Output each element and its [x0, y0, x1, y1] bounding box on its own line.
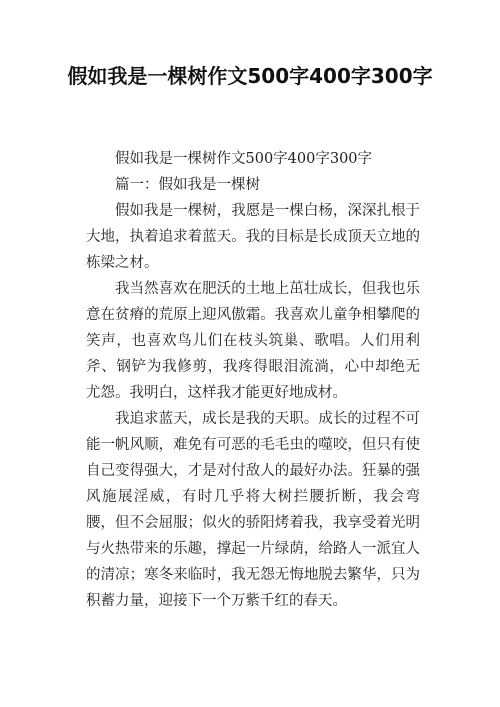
paragraph-3: 我追求蓝天，成长是我的天职。成长的过程不可能一帆风顺，难免有可恶的毛毛虫的噬咬，但只有使自己变得强大，才是对付敌人的最好办法。狂暴的强风施展淫威，有时几乎将大树拦腰折断，我会弯 腰，但不会屈服；似火的骄阳烤着我，我享受着光明与火热带来的乐趣，撑起一片绿荫，给路人一派宜人的清凉；寒冬来临时，我无怨无悔地脱去繁华，只为积蓄力量，迎接下一个万紫千红的春天。 [86, 411, 435, 609]
document-title: 假如我是一棵树作文500字400字300字 [67, 64, 433, 88]
paragraph-2: 我当然喜欢在肥沃的土地上茁壮成长，但我也乐意在贫瘠的荒原上迎风傲霜。我喜欢儿童争相攀爬的笑声，也喜欢鸟儿们在枝头筑巢、歌唱。人们用利斧、钢铲为我修剪，我疼得眼泪流淌，心中却绝无 尤怨。我明白，这样我才能更好地成材。 [86, 281, 420, 401]
paragraph-1: 假如我是一棵树，我愿是一棵白杨，深深扎根于大地，执着追求着蓝天。我的目标是长成顶天立地的栋梁之材。 [86, 203, 420, 271]
section-heading: 篇一：假如我是一棵树 [115, 177, 260, 193]
intro-line: 假如我是一棵树作文500字400字300字 [115, 151, 373, 167]
document-body [86, 146, 435, 614]
